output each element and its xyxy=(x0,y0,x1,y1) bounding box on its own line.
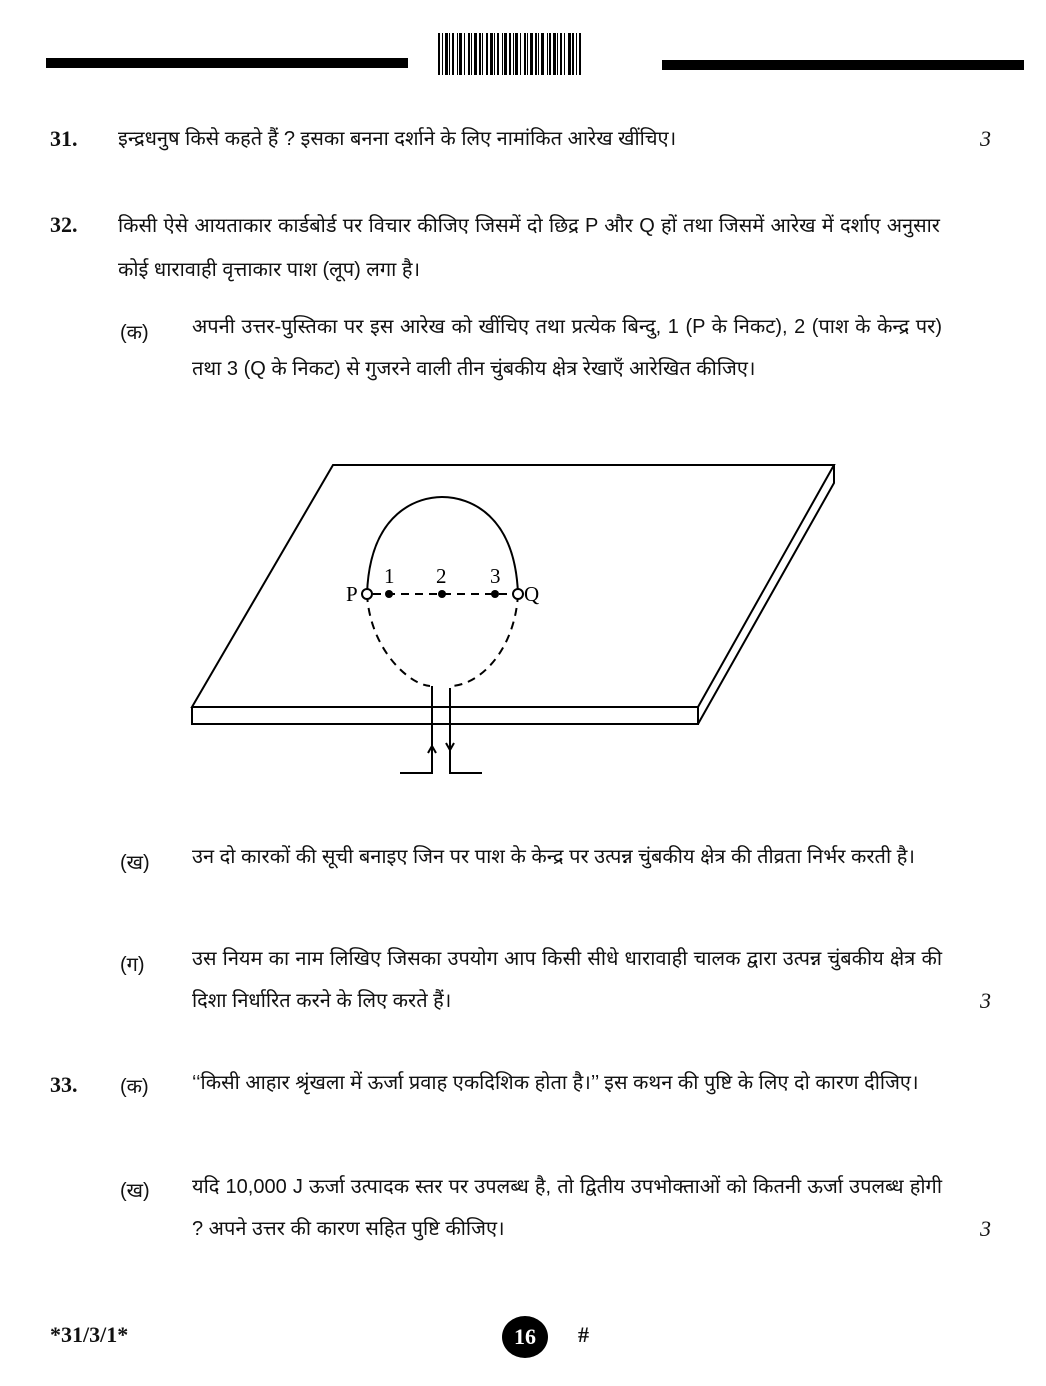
footer-symbol: # xyxy=(578,1322,589,1347)
page-number: 16 xyxy=(502,1316,548,1358)
part-label: (ग) xyxy=(120,954,145,976)
header-rule-left xyxy=(46,58,408,68)
part-text: ‘‘किसी आहार श्रृंखला में ऊर्जा प्रवाह एकदिशिक होता है।’’ इस कथन की पुष्टि के लिए दो कारण दीजिए। xyxy=(192,1072,919,1094)
point-3-marker xyxy=(491,590,499,598)
part-label: (क) xyxy=(120,322,149,344)
question-text: किसी ऐसे आयताकार कार्डबोर्ड पर विचार कीजिए जिसमें दो छिद्र P और Q हों तथा जिसमें आरेख में दर्शाए अनुसार कोई धारावाही वृत्ताकार पाश (लूप) लगा है। xyxy=(118,215,940,281)
label-point-3: 3 xyxy=(490,564,501,588)
current-loop-diagram xyxy=(180,450,840,790)
part-label: (क) xyxy=(120,1076,149,1098)
part-text: यदि 10,000 J ऊर्जा उत्पादक स्तर पर उपलब्ध है, तो द्वितीय उपभोक्ताओं को कितनी ऊर्जा उपलब्ध होगी ? अपने उत्तर की कारण सहित पुष्टि कीजिए। xyxy=(192,1176,942,1240)
question-marks: 3 xyxy=(980,988,991,1013)
question-marks: 3 xyxy=(980,1216,991,1241)
question-number: 33. xyxy=(50,1072,78,1097)
part-label: (ख) xyxy=(120,1180,150,1202)
part-text: उस नियम का नाम लिखिए जिसका उपयोग आप किसी सीधे धारावाही चालक द्वारा उत्पन्न चुंबकीय क्षेत्र की दिशा निर्धारित करने के लिए करते हैं। xyxy=(192,948,942,1012)
label-q: Q xyxy=(524,582,540,606)
point-2-marker xyxy=(438,590,446,598)
label-p: P xyxy=(346,582,358,606)
question-number: 31. xyxy=(50,126,78,151)
point-1-marker xyxy=(385,590,393,598)
paper-code: *31/3/1* xyxy=(50,1322,129,1347)
label-point-2: 2 xyxy=(436,564,447,588)
question-number: 32. xyxy=(50,212,78,237)
question-marks: 3 xyxy=(980,126,991,151)
label-point-1: 1 xyxy=(384,564,395,588)
part-label: (ख) xyxy=(120,852,150,874)
part-text: अपनी उत्तर-पुस्तिका पर इस आरेख को खींचिए तथा प्रत्येक बिन्दु, 1 (P के निकट), 2 (पाश के केन्द्र पर) तथा 3 (Q के निकट) से गुजरने वाली तीन चुंबकीय क्षेत्र रेखाएँ आरेखित कीजिए। xyxy=(192,316,942,380)
header-rule-right xyxy=(662,60,1024,70)
barcode xyxy=(438,33,632,75)
part-text: उन दो कारकों की सूची बनाइए जिन पर पाश के केन्द्र पर उत्पन्न चुंबकीय क्षेत्र की तीव्रता निर्भर करती है। xyxy=(192,846,915,868)
question-text: इन्द्रधनुष किसे कहते हैं ? इसका बनना दर्शाने के लिए नामांकित आरेख खींचिए। xyxy=(118,128,677,150)
